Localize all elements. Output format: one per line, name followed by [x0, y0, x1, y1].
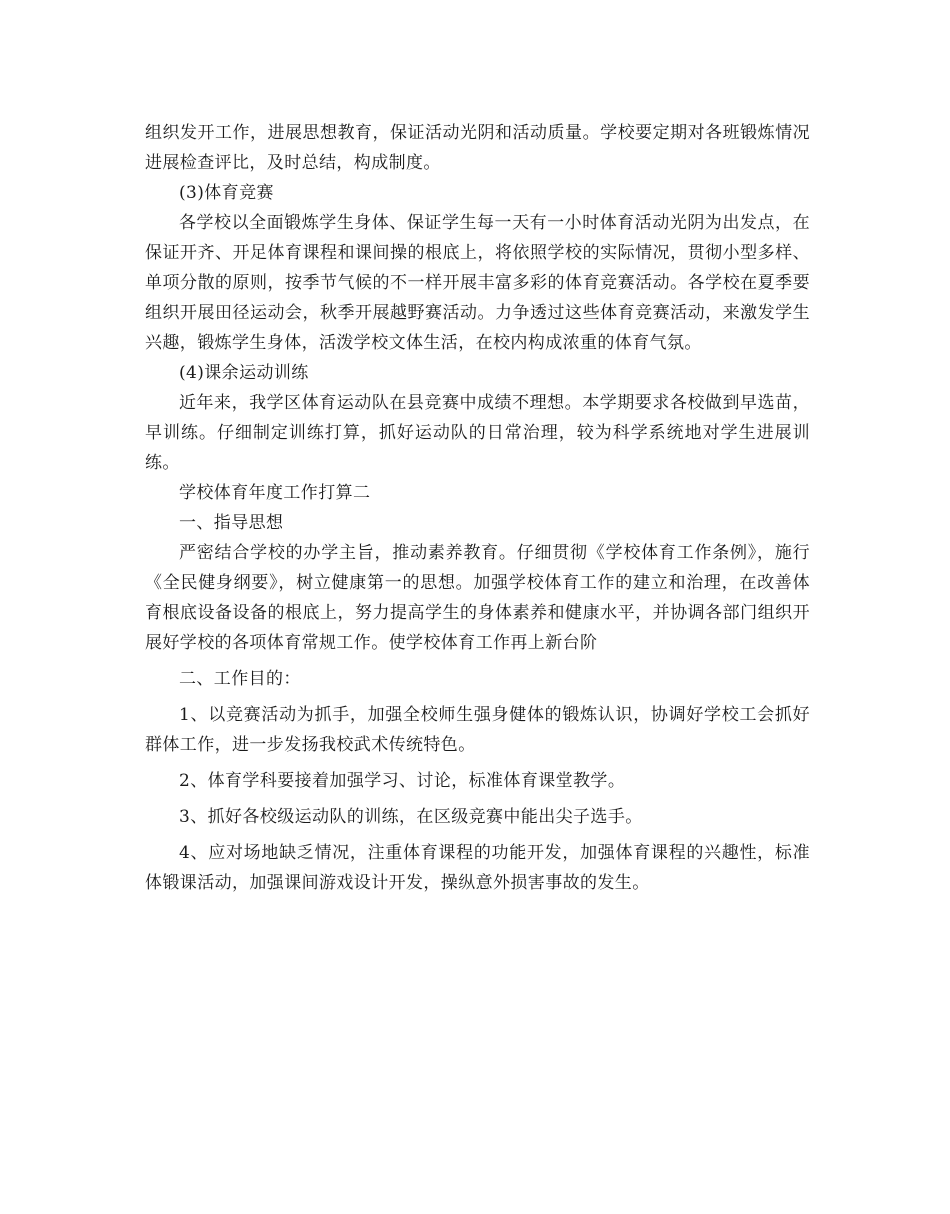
list-item-goal-4: 4、应对场地缺乏情况，注重体育课程的功能开发，加强体育课程的兴趣性，标准体锻课活动，加强课间游戏设计开发，操纵意外损害事故的发生。 [145, 843, 810, 893]
paragraph-guiding-ideology: 严密结合学校的办学主旨，推动素养教育。仔细贯彻《学校体育工作条例》，施行《全民健身纲要》，树立健康第一的思想。加强学校体育工作的建立和治理，在改善体育根底设备设备的根底上，努力提高学生的身体素养和健康水平，并协调各部门组织开展好学校的各项体育常规工作。使学校体育工作再上新台阶 [145, 543, 810, 653]
list-item-goal-2: 2、体育学科要接着加强学习、讨论，标准体育课堂教学。 [179, 771, 626, 791]
paragraph-after-school-training: 近年来，我学区体育运动队在县竞赛中成绩不理想。本学期要求各校做到早选苗，早训练。仔细制定训练打算，抓好运动队的日常治理，较为科学系统地对学生进展训练。 [145, 393, 810, 473]
section-title-plan-two: 学校体育年度工作打算二 [179, 483, 371, 503]
heading-after-school-training: (4)课余运动训练 [179, 363, 309, 383]
heading-work-goals: 二、工作目的： [179, 669, 301, 689]
list-item-goal-3: 3、抓好各校级运动队的训练，在区级竞赛中能出尖子选手。 [179, 807, 643, 827]
paragraph-continuation: 组织发开工作，进展思想教育，保证活动光阴和活动质量。学校要定期对各班锻炼情况进展检查评比，及时总结，构成制度。 [145, 123, 810, 173]
heading-guiding-ideology: 一、指导思想 [179, 513, 284, 533]
paragraph-sports-competition: 各学校以全面锻炼学生身体、保证学生每一天有一小时体育活动光阴为出发点，在保证开齐、开足体育课程和课间操的根底上，将依照学校的实际情况，贯彻小型多样、单项分散的原则，按季节气候的不一样开展丰富多彩的体育竞赛活动。各学校在夏季要组织开展田径运动会，秋季开展越野赛活动。力争透过这些体育竞赛活动，来激发学生兴趣，锻炼学生身体，活泼学校文体生活，在校内构成浓重的体育气氛。 [145, 213, 810, 353]
heading-sports-competition: (3)体育竞赛 [179, 183, 274, 203]
document-page [145, 118, 810, 898]
list-item-goal-1: 1、以竞赛活动为抓手，加强全校师生强身健体的锻炼认识，协调好学校工会抓好群体工作，进一步发扬我校武术传统特色。 [145, 705, 810, 755]
